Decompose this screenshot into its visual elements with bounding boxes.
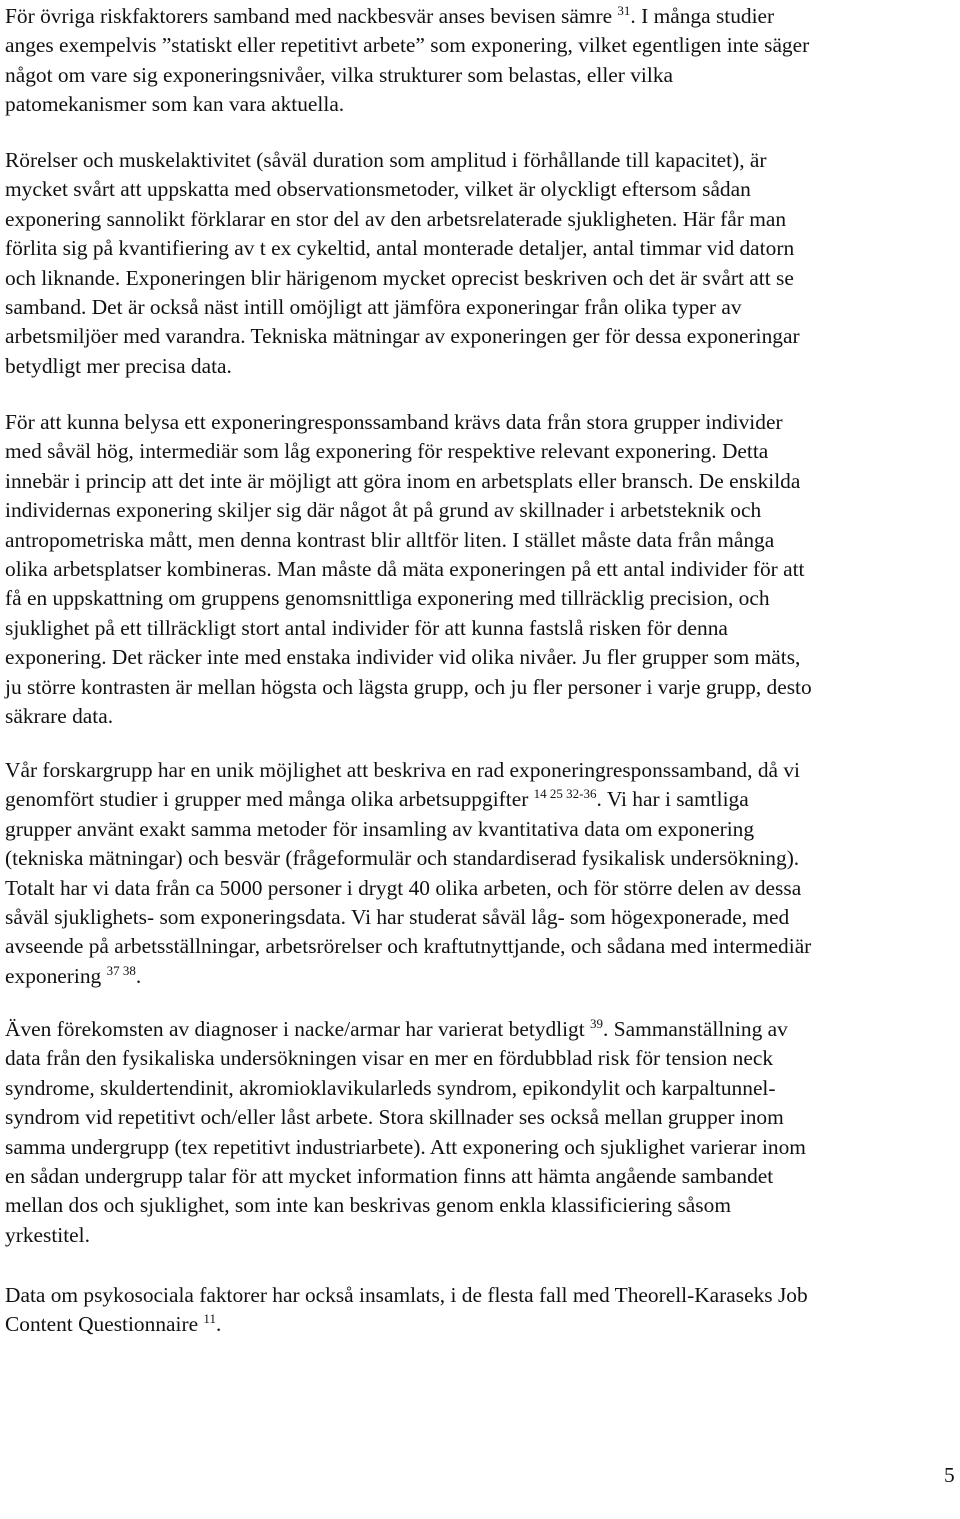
text-segment: innebär i princip att det inte är möjligt att göra inom en arbetsplats eller bransch. De enskilda xyxy=(5,468,801,493)
text-segment: något om vare sig exponeringsnivåer, vilka strukturer som belastas, eller vilka xyxy=(5,62,674,87)
text-segment: exponering. Det räcker inte med enstaka individer vid olika nivåer. Ju fler grupper som mäts, xyxy=(5,645,801,670)
paragraph-1 xyxy=(5,2,960,120)
text-line xyxy=(5,408,960,437)
text-line xyxy=(5,352,960,381)
text-segment: data från den fysikaliska undersökningen visar en mer en fördubblad risk för tension neck xyxy=(5,1046,774,1071)
text-line xyxy=(5,437,960,466)
text-segment: . Vi har i samtliga xyxy=(596,787,749,812)
text-segment: Content Questionnaire xyxy=(5,1312,204,1337)
text-line xyxy=(5,874,960,903)
reference-superscript: 37 38 xyxy=(106,962,136,978)
text-line xyxy=(5,1044,960,1073)
text-line xyxy=(5,90,960,119)
text-segment: . I många studier xyxy=(630,4,775,28)
text-segment: och liknande. Exponeringen blir härigenom mycket oprecist beskriven och det är svårt att se xyxy=(5,265,794,290)
page-number: 5 xyxy=(944,1463,955,1487)
text-line xyxy=(5,175,960,204)
text-segment: samband. Det är också näst intill omöjligt att jämföra exponeringar från olika typer av xyxy=(5,294,742,319)
text-line xyxy=(5,264,960,293)
paragraph-2 xyxy=(5,146,960,381)
text-segment: såväl sjuklighets- som exponeringsdata. Vi har studerat såväl låg- som högexponerade, med xyxy=(5,904,790,929)
text-segment: med såväl hög, intermediär som låg exponering för respektive relevant exponering. Detta xyxy=(5,439,769,464)
text-segment: . xyxy=(215,1312,222,1337)
text-segment: . xyxy=(135,963,142,988)
text-segment: . Sammanställning av xyxy=(603,1017,788,1041)
text-line xyxy=(5,815,960,844)
reference-superscript: 31 xyxy=(617,3,631,18)
reference-superscript: 14 25 32-36 xyxy=(533,786,597,802)
text-segment: grupper använt exakt samma metoder för insamling av kvantitativa data om exponering xyxy=(5,816,755,841)
text-line xyxy=(5,785,960,814)
text-segment: olika arbetsplatser kombineras. Man måste då mäta exponeringen på ett antal individer för att xyxy=(5,556,805,581)
text-segment: yrkestitel. xyxy=(5,1222,90,1247)
text-segment: förlita sig på kvantifiering av t ex cykeltid, antal monterade detaljer, antal timmar vid datorn xyxy=(5,236,795,261)
text-line xyxy=(5,146,960,175)
text-segment: antropometriska mått, men denna kontrast blir alltför liten. I stället måste data från många xyxy=(5,527,775,552)
text-segment: samma undergrupp (tex repetitivt industriarbete). Att exponering och sjuklighet varierar inom xyxy=(5,1134,806,1159)
reference-superscript: 11 xyxy=(203,1311,216,1327)
text-line xyxy=(5,614,960,643)
text-segment: arbetsmiljöer med varandra. Tekniska mätningar av exponeringen ger för dessa exponeringar xyxy=(5,324,800,349)
text-line xyxy=(5,1074,960,1103)
text-line xyxy=(5,467,960,496)
text-line xyxy=(5,555,960,584)
text-line xyxy=(5,496,960,525)
text-line xyxy=(5,844,960,873)
text-line xyxy=(5,643,960,672)
text-segment: För övriga riskfaktorers samband med nackbesvär anses bevisen sämre xyxy=(5,4,618,28)
text-line xyxy=(5,1221,960,1250)
text-line xyxy=(5,205,960,234)
text-segment: (tekniska mätningar) och besvär (frågeformulär och standardiserad fysikalisk undersökning). xyxy=(5,846,800,871)
text-line xyxy=(5,293,960,322)
text-line xyxy=(5,962,960,991)
text-line xyxy=(5,1191,960,1220)
text-segment: säkrare data. xyxy=(5,703,114,728)
reference-superscript: 39 xyxy=(590,1016,604,1031)
text-line xyxy=(5,1133,960,1162)
text-line xyxy=(5,2,960,31)
text-line xyxy=(5,234,960,263)
text-segment: syndrom vid repetitivt och/eller låst arbete. Stora skillnader ses också mellan grupper inom xyxy=(5,1105,784,1130)
text-segment: sjuklighet på ett tillräckligt stort antal individer för att kunna fastslå risken för denna xyxy=(5,615,728,640)
text-segment: få en uppskattning om gruppens genomsnittliga exponering med tillräcklig precision, och xyxy=(5,586,770,611)
text-line xyxy=(5,322,960,351)
text-line xyxy=(5,1162,960,1191)
text-line xyxy=(5,932,960,961)
text-line xyxy=(5,61,960,90)
text-segment: genomfört studier i grupper med många olika arbetsuppgifter xyxy=(5,787,534,812)
text-segment: exponering sannolikt förklarar en stor del av den arbetsrelaterade sjukligheten. Här får man xyxy=(5,206,787,231)
text-segment: Vår forskargrupp har en unik möjlighet att beskriva en rad exponeringresponssamband, då vi xyxy=(5,758,800,782)
text-segment: patomekanismer som kan vara aktuella. xyxy=(5,92,345,117)
text-segment: Rörelser och muskelaktivitet (såväl duration som amplitud i förhållande till kapacitet), är xyxy=(5,148,767,172)
text-segment: exponering xyxy=(5,963,107,988)
text-segment: För att kunna belysa ett exponeringresponssamband krävs data från stora grupper individer xyxy=(5,410,783,434)
text-segment: mellan dos och sjuklighet, som inte kan beskrivas genom enkla klassificiering såsom xyxy=(5,1193,731,1218)
text-line xyxy=(5,903,960,932)
text-segment: en sådan undergrupp talar för att mycket information finns att hämta angående sambandet xyxy=(5,1163,774,1188)
text-line xyxy=(5,31,960,60)
text-line xyxy=(5,526,960,555)
text-line xyxy=(5,673,960,702)
paragraph-6 xyxy=(5,1281,960,1340)
paragraph-3 xyxy=(5,408,960,731)
text-segment: Data om psykosociala faktorer har också insamlats, i de flesta fall med Theorell-Karaseks Job xyxy=(5,1283,808,1307)
text-segment: Även förekomsten av diagnoser i nacke/armar har varierat betydligt xyxy=(5,1017,591,1041)
text-segment: mycket svårt att uppskatta med observationsmetoder, vilket är olyckligt eftersom sådan xyxy=(5,177,751,202)
text-segment: Totalt har vi data från ca 5000 personer i drygt 40 olika arbeten, och för större delen av dessa xyxy=(5,875,802,900)
paragraph-4 xyxy=(5,756,960,991)
text-segment: betydligt mer precisa data. xyxy=(5,353,232,378)
text-line xyxy=(5,756,960,785)
text-segment: syndrome, skuldertendinit, akromioklavikularleds syndrom, epikondylit och karpaltunnel- xyxy=(5,1075,776,1100)
text-line xyxy=(5,1015,960,1044)
text-segment: avseende på arbetsställningar, arbetsrörelser och kraftutnyttjande, och sådana med intermediär xyxy=(5,934,812,959)
text-segment: anges exempelvis ”statiskt eller repetitivt arbete” som exponering, vilket egentligen inte säger xyxy=(5,33,810,58)
text-line xyxy=(5,584,960,613)
text-segment: ju större kontrasten är mellan högsta och lägsta grupp, och ju fler personer i varje grupp, desto xyxy=(5,674,812,699)
text-line xyxy=(5,702,960,731)
text-line xyxy=(5,1103,960,1132)
text-line xyxy=(5,1281,960,1310)
text-line xyxy=(5,1310,960,1339)
text-segment: individernas exponering skiljer sig där något åt på grund av skillnader i arbetsteknik och xyxy=(5,498,762,523)
paragraph-5 xyxy=(5,1015,960,1250)
